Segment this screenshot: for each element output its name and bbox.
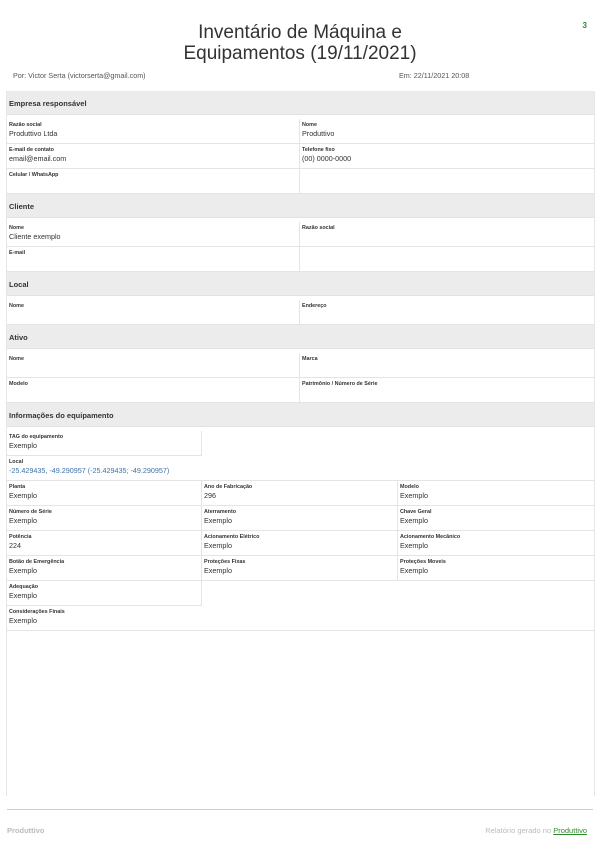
field-protecoes-fixas <box>202 556 398 581</box>
field-ativo-nome <box>7 353 300 378</box>
field-chave-geral <box>398 506 594 531</box>
field-empty <box>300 247 594 272</box>
field-tag-equipamento <box>7 431 202 456</box>
field-value: Exemplo <box>204 566 232 575</box>
field-label: Patrimônio / Número de Série <box>302 381 378 387</box>
field-label: Celular / WhatsApp <box>9 172 59 178</box>
field-label: Nome <box>9 303 24 309</box>
field-value: Produttivo Ltda <box>9 129 58 138</box>
field-ativo-marca <box>300 353 594 378</box>
info-row-serie <box>7 506 594 531</box>
field-label: Botão de Emergência <box>9 559 65 565</box>
field-label: Razão social <box>9 122 42 128</box>
field-label: Modelo <box>9 381 28 387</box>
field-label: Ano de Fabricação <box>204 484 253 490</box>
info-row-potencia <box>7 531 594 556</box>
info-row-botao <box>7 556 594 581</box>
field-label: Potência <box>9 534 32 540</box>
field-label: Local <box>9 459 24 465</box>
field-info-local <box>7 456 594 481</box>
field-empty <box>300 169 594 194</box>
info-row-tag <box>7 431 594 456</box>
field-cliente-nome <box>7 222 300 247</box>
field-local-nome <box>7 300 300 325</box>
field-label: Endereço <box>302 303 327 309</box>
field-modelo <box>398 481 594 506</box>
page-number: 3 <box>582 21 587 30</box>
field-value: Cliente exemplo <box>9 232 61 241</box>
field-label: Telefone fixo <box>302 147 335 153</box>
field-label: E-mail <box>9 250 26 256</box>
section-empresa-header: Empresa responsável <box>7 91 594 115</box>
field-local-endereco <box>300 300 594 325</box>
field-cliente-email <box>7 247 300 272</box>
field-email-contato <box>7 144 300 169</box>
field-numero-serie <box>7 506 202 531</box>
field-value: Produttivo <box>302 129 335 138</box>
field-label: Nome <box>9 356 24 362</box>
section-ativo-header: Ativo <box>7 325 594 349</box>
generated-date: Em: 22/11/2021 20:08 <box>399 71 470 80</box>
field-ativo-modelo <box>7 378 300 403</box>
field-razao-social <box>7 119 300 144</box>
field-telefone <box>300 144 594 169</box>
field-value: Exemplo <box>400 541 428 550</box>
document-title <box>0 22 600 64</box>
footer-generated-text: Relatório gerado no <box>485 826 552 835</box>
field-label: Considerações Finais <box>9 609 65 615</box>
field-value: Exemplo <box>9 441 37 450</box>
field-acionamento-eletrico <box>202 531 398 556</box>
field-label: Proteções Fixas <box>204 559 246 565</box>
field-adequacao <box>7 581 202 606</box>
field-label: Razão social <box>302 225 335 231</box>
footer-generated <box>485 826 587 835</box>
section-local-header: Local <box>7 272 594 296</box>
field-label: Acionamento Mecânico <box>400 534 461 540</box>
empresa-row-2 <box>7 144 594 169</box>
field-label: TAG do equipamento <box>9 434 64 440</box>
title-line-2: Equipamentos (19/11/2021) <box>183 43 417 64</box>
field-value: Exemplo <box>400 566 428 575</box>
field-label: Proteções Moveis <box>400 559 446 565</box>
title-line-1: Inventário de Máquina e <box>198 22 402 43</box>
report-content <box>6 91 595 796</box>
field-value: Exemplo <box>204 516 232 525</box>
field-empty <box>202 431 594 456</box>
info-row-consideracoes <box>7 606 594 631</box>
section-cliente-header: Cliente <box>7 194 594 218</box>
field-protecoes-moveis <box>398 556 594 581</box>
footer-produttivo-link[interactable]: Produttivo <box>553 826 587 835</box>
info-row-adequacao <box>7 581 594 606</box>
field-value: Exemplo <box>9 566 37 575</box>
field-value: (00) 0000-0000 <box>302 154 352 163</box>
field-value: Exemplo <box>400 491 428 500</box>
field-label: Aterramento <box>204 509 237 515</box>
field-value: Exemplo <box>400 516 428 525</box>
field-potencia <box>7 531 202 556</box>
field-planta <box>7 481 202 506</box>
field-ativo-patrimonio <box>300 378 594 403</box>
empresa-row-3 <box>7 169 594 194</box>
field-label: Adequação <box>9 584 39 590</box>
field-acionamento-mecanico <box>398 531 594 556</box>
cliente-row-1 <box>7 222 594 247</box>
field-label: Nome <box>9 225 24 231</box>
field-label: Número de Série <box>9 509 52 515</box>
field-ano-fabricacao <box>202 481 398 506</box>
cliente-row-2 <box>7 247 594 272</box>
field-botao-emergencia <box>7 556 202 581</box>
field-consideracoes-finais <box>7 606 594 631</box>
field-celular <box>7 169 300 194</box>
field-aterramento <box>202 506 398 531</box>
field-value: Exemplo <box>9 491 37 500</box>
field-label: E-mail de contato <box>9 147 54 153</box>
field-value: 296 <box>204 491 216 500</box>
field-value: 224 <box>9 541 21 550</box>
field-label: Nome <box>302 122 317 128</box>
field-label: Chave Geral <box>400 509 432 515</box>
field-label: Acionamento Elétrico <box>204 534 260 540</box>
field-label: Modelo <box>400 484 419 490</box>
footer-divider <box>7 809 593 810</box>
field-value: Exemplo <box>9 616 37 625</box>
location-link[interactable]: -25.429435, -49.290957 (-25.429435; -49.290957) <box>9 466 170 475</box>
field-label: Planta <box>9 484 26 490</box>
info-row-planta <box>7 481 594 506</box>
field-value: Exemplo <box>204 541 232 550</box>
empresa-row-1 <box>7 119 594 144</box>
field-nome <box>300 119 594 144</box>
ativo-row-1 <box>7 353 594 378</box>
author-info: Por: Victor Serta (victorserta@gmail.com) <box>13 71 146 80</box>
section-info-header: Informações do equipamento <box>7 403 594 427</box>
field-label: Marca <box>302 356 318 362</box>
ativo-row-2 <box>7 378 594 403</box>
local-row-1 <box>7 300 594 325</box>
info-row-local <box>7 456 594 481</box>
field-value: email@email.com <box>9 154 67 163</box>
meta-row <box>13 71 587 81</box>
field-value: Exemplo <box>9 591 37 600</box>
field-value: Exemplo <box>9 516 37 525</box>
field-cliente-razao <box>300 222 594 247</box>
field-empty <box>202 581 594 606</box>
footer-brand: Produttivo <box>7 826 45 835</box>
